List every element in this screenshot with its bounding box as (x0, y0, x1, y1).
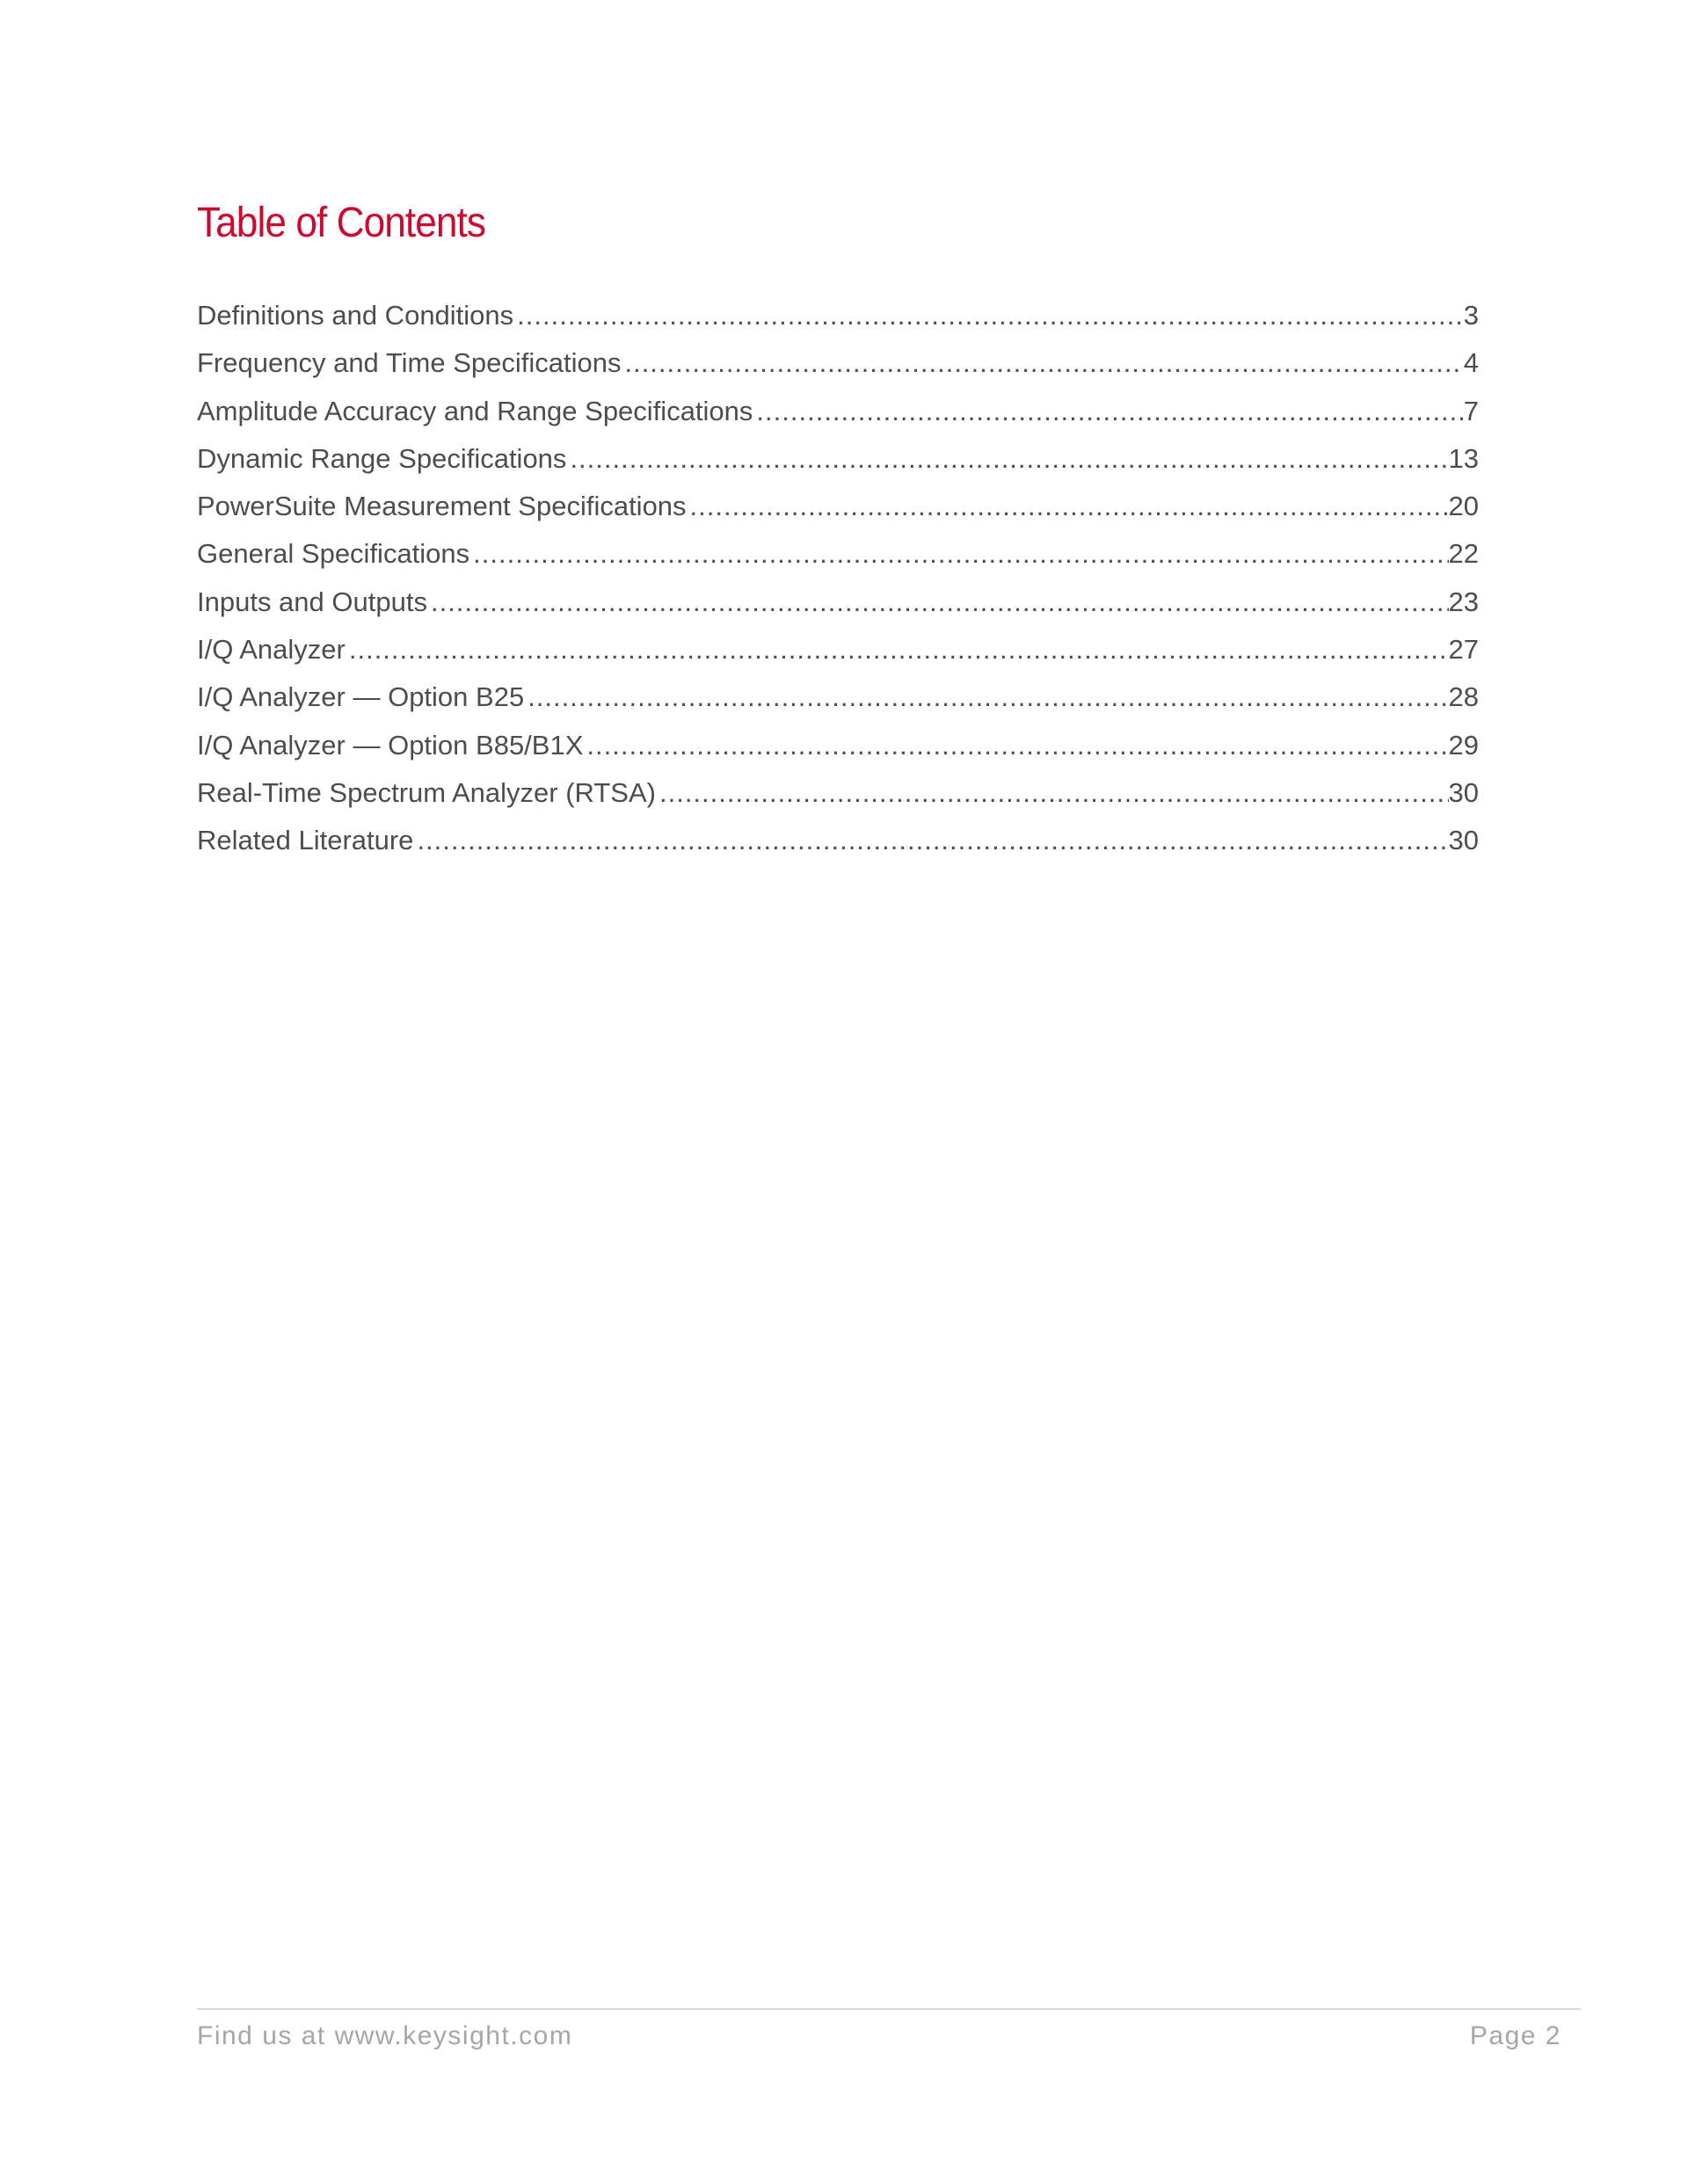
toc-entry[interactable] (197, 817, 1479, 864)
toc-dot-leader (513, 292, 1464, 339)
toc-entry-page-number: 20 (1448, 491, 1479, 522)
toc-dot-leader (427, 579, 1449, 626)
toc-dot-leader (346, 626, 1449, 673)
toc-dot-leader (413, 817, 1448, 864)
toc-dot-leader (656, 769, 1449, 817)
page-title: Table of Contents (197, 200, 486, 246)
table-of-contents (197, 292, 1479, 865)
toc-dot-leader (524, 673, 1448, 721)
toc-entry-page-number: 27 (1448, 634, 1479, 666)
toc-entry[interactable] (197, 769, 1479, 817)
toc-entry-page-number: 30 (1448, 776, 1479, 808)
toc-entry-page-number: 30 (1448, 825, 1479, 856)
toc-entry-page-number: 22 (1448, 538, 1479, 570)
toc-entry-page-number: 13 (1448, 442, 1479, 474)
toc-entry-label: Related Literature (197, 825, 414, 856)
toc-entry-page-number: 29 (1448, 729, 1479, 761)
toc-entry-label: Real-Time Spectrum Analyzer (RTSA) (197, 776, 656, 808)
toc-entry[interactable] (197, 483, 1479, 530)
toc-entry[interactable] (197, 435, 1479, 483)
toc-entry-page-number: 23 (1448, 586, 1479, 617)
toc-entry-label: I/Q Analyzer — Option B85/B1X (197, 729, 584, 761)
toc-entry-label: Dynamic Range Specifications (197, 442, 567, 474)
toc-dot-leader (687, 483, 1449, 530)
toc-dot-leader (469, 530, 1448, 578)
toc-entry-label: Frequency and Time Specifications (197, 347, 622, 379)
toc-entry[interactable] (197, 722, 1479, 769)
toc-dot-leader (583, 722, 1448, 769)
toc-entry-label: I/Q Analyzer — Option B25 (197, 681, 525, 713)
toc-entry[interactable] (197, 292, 1479, 339)
toc-entry-page-number: 28 (1448, 681, 1479, 713)
toc-dot-leader (566, 435, 1448, 483)
toc-entry-label: I/Q Analyzer (197, 634, 346, 666)
toc-dot-leader (753, 388, 1463, 435)
toc-entry[interactable] (197, 530, 1479, 578)
toc-entry-label: PowerSuite Measurement Specifications (197, 491, 687, 522)
toc-entry-label: Definitions and Conditions (197, 300, 514, 331)
toc-dot-leader (621, 339, 1463, 387)
footer-divider (197, 2008, 1581, 2010)
toc-entry-page-number: 7 (1463, 395, 1479, 426)
toc-entry[interactable] (197, 339, 1479, 387)
toc-entry-label: Amplitude Accuracy and Range Specifications (197, 395, 753, 426)
toc-entry-page-number: 3 (1463, 300, 1479, 331)
toc-entry[interactable] (197, 673, 1479, 721)
toc-entry[interactable] (197, 626, 1479, 673)
toc-entry-label: General Specifications (197, 538, 470, 570)
footer-page-number: Page 2 (1469, 2021, 1561, 2050)
toc-entry-page-number: 4 (1463, 347, 1479, 379)
toc-entry[interactable] (197, 388, 1479, 435)
footer-website-link[interactable]: Find us at www.keysight.com (197, 2021, 573, 2050)
toc-entry[interactable] (197, 579, 1479, 626)
toc-entry-label: Inputs and Outputs (197, 586, 427, 617)
